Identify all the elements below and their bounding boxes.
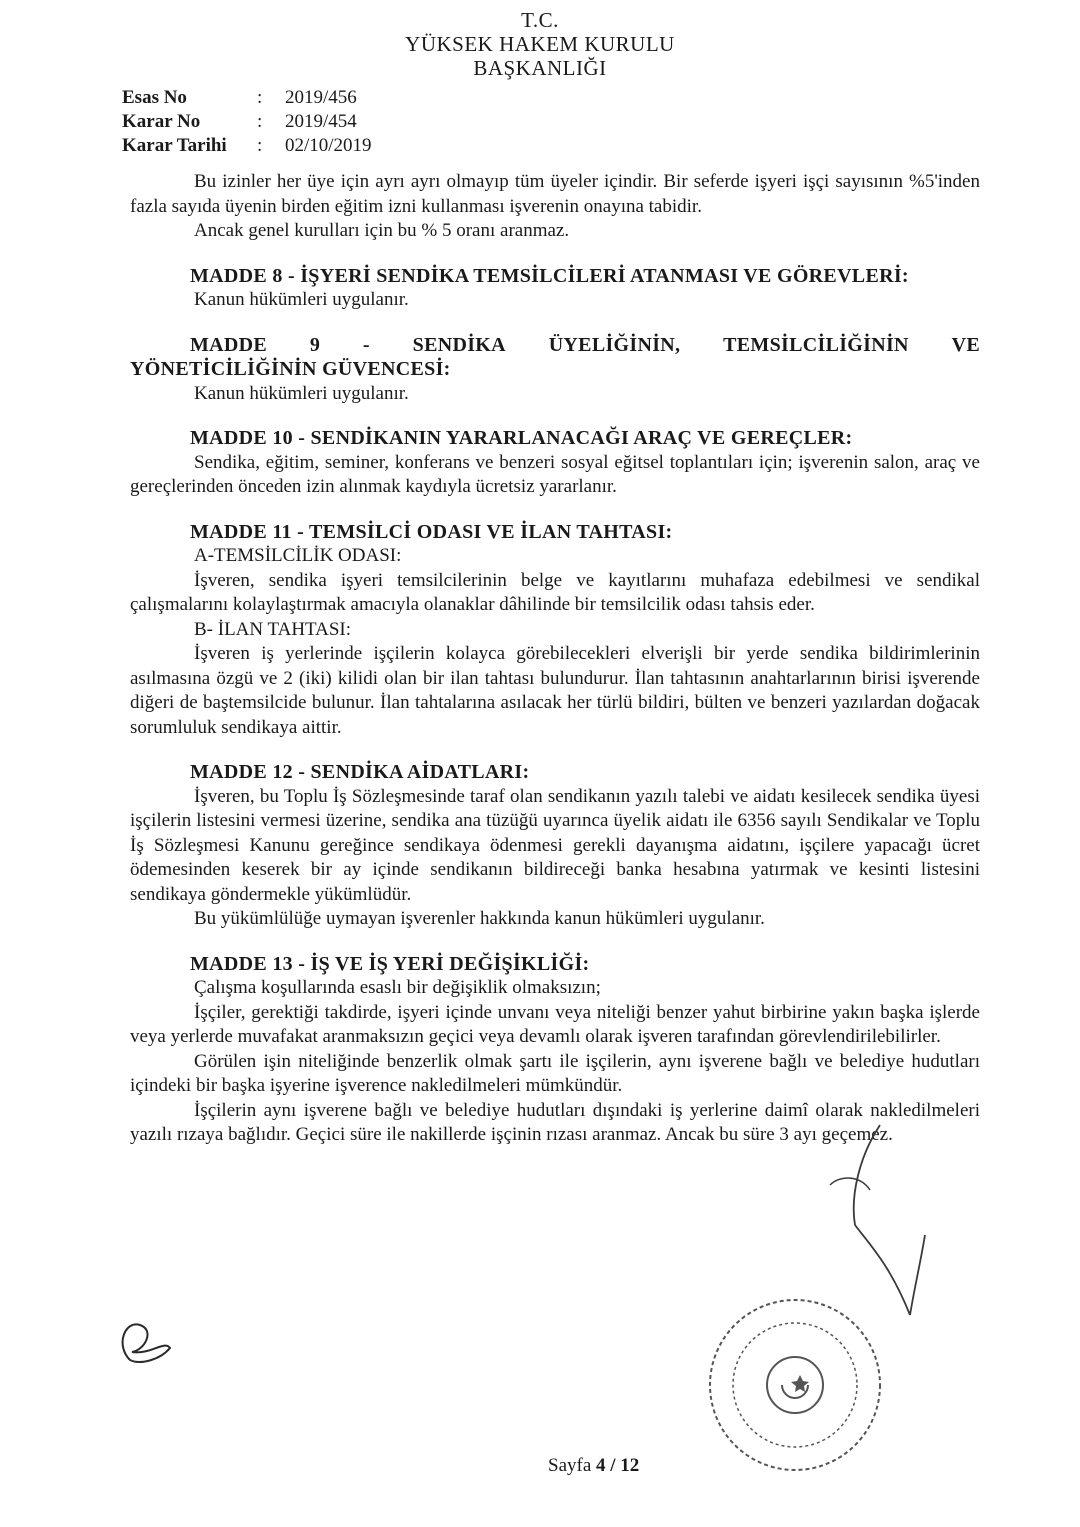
madde-9-word: 9 [309,333,321,356]
madde-10-text: Sendika, eğitim, seminer, konferans ve benzeri sosyal eğitsel toplantıları için; işverenin salon, araç ve gereçlerinden önceden izin alınmak kaydıyla ücretsiz yararlanır. [130,451,980,497]
madde-8-heading: MADDE 8 - İŞYERİ SENDİKA TEMSİLCİLERİ ATANMASI VE GÖREVLERİ: [190,264,909,287]
madde-10-heading: MADDE 10 - SENDİKANIN YARARLANACAĞI ARAÇ VE GEREÇLER: [190,427,853,449]
madde-13-text-1: Çalışma koşullarında esaslı bir değişiklik olmaksızın; [194,977,601,998]
madde-9-word: ÜYELİĞİNİN, [548,333,681,356]
madde-9-word: TEMSİLCİLİĞİNİN [723,333,909,356]
page-label: Sayfa [548,1455,592,1476]
meta-value: 02/10/2019 [285,135,372,156]
madde-9-heading [130,333,980,358]
header-department: BAŞKANLIĞI [473,56,607,80]
madde-13-text-3: Görülen işin niteliğinde benzerlik olmak şartı ile işçilerin, aynı işverene bağlı ve belediye hudutları içindeki bir başka işyerine işverence nakledilmeleri mümkündür. [130,1050,980,1096]
madde-9-word: VE [951,333,980,356]
madde-13-text-4: İşçilerin aynı işverene bağlı ve belediye hudutları dışındaki iş yerlerine daimî olarak nakledilmeleri yazılı rızaya bağlıdır. Geçici süre ile nakillerde işçinin rızası aranmaz. Ancak bu süre 3 ayı geçemez. [130,1099,980,1145]
madde-13-heading: MADDE 13 - İŞ VE İŞ YERİ DEĞİŞİKLİĞİ: [190,952,590,975]
madde-11-sub-b: B- İLAN TAHTASI: [194,618,352,640]
madde-11-sub-a: A-TEMSİLCİLİK ODASI: [194,545,402,566]
header-institution: YÜKSEK HAKEM KURULU [405,32,675,56]
header-tc: T.C. [521,8,559,32]
document-body [130,170,980,1148]
page-number: 4 / 12 [596,1455,640,1476]
meta-row-tarih [122,134,372,158]
madde-9-word: - [362,333,370,356]
madde-12-heading: MADDE 12 - SENDİKA AİDATLARI: [190,761,530,783]
case-meta [122,86,372,158]
madde-12-text-2: Bu yükümlülüğe uymayan işverenler hakkında kanun hükümleri uygulanır. [194,908,765,929]
meta-row-esas [122,86,372,110]
meta-colon: : [257,135,263,156]
intro-paragraph-2: Ancak genel kurulları için bu % 5 oranı aranmaz. [194,220,570,241]
madde-12-text-1: İşveren, bu Toplu İş Sözleşmesinde taraf olan sendikanın yazılı talebi ve aidatı kesilecek sendika üyesi işçilerin listesini vermesi üzerine, sendika ana tüzüğü uyarınca üyelik aidatı ile 6356 sayılı Sendikalar ve Toplu İş Sözleşmesi Kanunu gereğince sendikaya ödenmesi gerekli dayanışma aidatını, işçilere yapacağı ücret ödemesinden keserek bir ay içinde sendikanın bildireceği banka hesabına yatırmak ve kesinti listesini sendikaya göndermekle yükümlüdür. [130,785,980,905]
madde-9-word: SENDİKA [412,333,506,356]
meta-row-karar [122,110,372,134]
meta-colon: : [257,111,263,132]
madde-8-text: Kanun hükümleri uygulanır. [194,289,409,310]
madde-9-text: Kanun hükümleri uygulanır. [194,382,409,404]
meta-value: 2019/454 [285,111,357,132]
meta-label: Karar Tarihi [122,135,227,156]
madde-9-heading-cont: YÖNETİCİLİĞİNİN GÜVENCESİ: [130,358,451,380]
madde-11-text-b: İşveren iş yerlerinde işçilerin kolayca görebilecekleri elverişli bir yerde sendika bildirimlerinin asılmasına özgü ve 2 (iki) kilidi olan bir ilan tahtası bulundurur. İlan tahtasının anahtarlarının birisi işverende diğeri de baştemsilcide bulunur. İlan tahtalarına asılacak her türlü bildiri, bülten ve benzeri yazılardan doğacak sorumluluk sendikaya aittir. [130,643,980,738]
meta-colon: : [257,87,263,108]
madde-11-text-a: İşveren, sendika işyeri temsilcilerinin belge ve kayıtlarını muhafaza edebilmesi ve sendikal çalışmalarını kolaylaştırmak amacıyla olanaklar dâhilinde bir temsilcilik odası tahsis eder. [130,569,980,615]
meta-value: 2019/456 [285,87,357,108]
meta-label: Karar No [122,111,201,132]
madde-13-text-2: İşçiler, gerektiği takdirde, işyeri içinde unvanı veya niteliği benzer yahut birbirine yakın başka işlerde veya yerlerde muvafakat aranmaksızın geçici veya devamlı olarak işveren tarafından görevlendirilebilirler. [130,1001,980,1047]
intro-paragraph: Bu izinler her üye için ayrı ayrı olmayıp tüm üyeler içindir. Bir seferde işyeri işçi sayısının %5'inden fazla sayıda üyenin birden eğitim izni kullanması işverenin onayına tabidir. [130,171,980,217]
page-footer [548,1455,639,1477]
madde-9-word: MADDE [190,333,268,356]
handwritten-signature-icon [110,1310,180,1370]
document-header [380,8,700,80]
official-seal-icon [700,1290,890,1480]
meta-label: Esas No [122,87,187,108]
madde-11-heading: MADDE 11 - TEMSİLCİ ODASI VE İLAN TAHTASI: [190,520,673,543]
